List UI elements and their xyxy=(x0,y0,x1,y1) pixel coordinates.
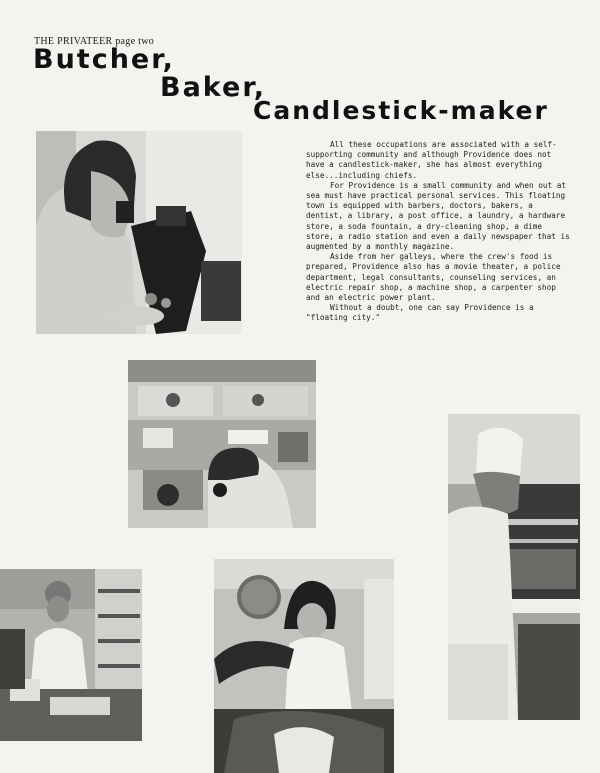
photo-baker xyxy=(448,414,580,720)
article-paragraph: For Providence is a small community and when out at sea must have practical personal services. This floating town is equipped with barbers, doctors, bakers, a dentist, a library, a post office, a laundry, a hardware store, a soda fountain, a dry-cleaning shop, a dime store, a radio station and even a daily newspaper that is augmented by a monthly magazine. xyxy=(306,180,570,252)
photo-store xyxy=(0,569,142,741)
photo-radio-room xyxy=(128,360,316,528)
headline-line-3: Candlestick-maker xyxy=(253,96,549,125)
article-paragraph: Aside from her galleys, where the crew's food is prepared, Providence also has a movie theater, a police department, legal consultants, counseling services, an electric repair shop, a machine shop, a carpenter shop and an electric power plant. xyxy=(306,252,561,303)
headline-line-1: Butcher, xyxy=(33,44,175,75)
masthead: THE PRIVATEER page two xyxy=(34,36,155,47)
photo-laundry xyxy=(214,559,394,773)
photo-microscope xyxy=(36,131,242,334)
headline-line-2: Baker, xyxy=(160,72,266,103)
article-body xyxy=(306,140,572,324)
article-paragraph: Without a doubt, one can say Providence is a "floating city." xyxy=(306,303,534,323)
article-paragraph: All these occupations are associated with a self-supporting community and although Providence does not have a candlestick-maker, she has almost everything else...including chiefs. xyxy=(306,140,557,180)
